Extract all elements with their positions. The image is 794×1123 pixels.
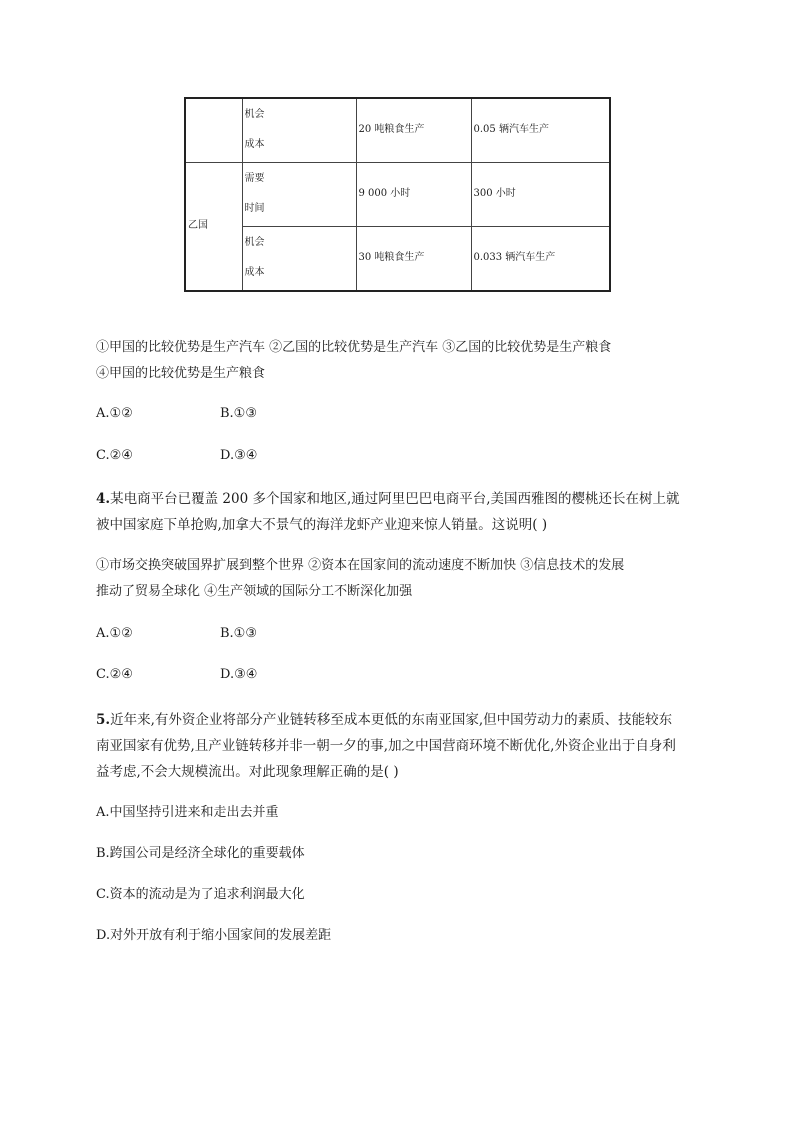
table-cell-label: 机会 成本 xyxy=(242,226,356,291)
q4-stem: 4.某电商平台已覆盖 200 多个国家和地区,通过阿里巴巴电商平台,美国西雅图的樱桃还长在树上就 被中国家庭下单抢购,加拿大不景气的海洋龙虾产业迎来惊人销量。这说明( ) xyxy=(96,491,680,533)
table-row xyxy=(185,98,610,162)
q5-option-b[interactable]: B.跨国公司是经济全球化的重要载体 xyxy=(96,846,305,861)
comparison-table xyxy=(184,97,611,292)
q3-statements: ①甲国的比较优势是生产汽车 ②乙国的比较优势是生产汽车 ③乙国的比较优势是生产粮食 ④甲国的比较优势是生产粮食 xyxy=(96,340,612,381)
table-row xyxy=(185,226,610,291)
q3-option-b[interactable]: B.①③ xyxy=(220,406,257,421)
table-row xyxy=(185,162,610,226)
q5-stem: 5.近年来,有外资企业将部分产业链转移至成本更低的东南亚国家,但中国劳动力的素质、技能较东 南亚国家有优势,且产业链转移并非一朝一夕的事,加之中国营商环境不断优化,外资企业出于自身利 益考虑,不会大规模流出。对此现象理解正确的是( ) xyxy=(96,712,676,780)
table-cell-empty xyxy=(185,98,242,162)
q3-option-d[interactable]: D.③④ xyxy=(220,448,258,463)
table-cell: 0.033 辆汽车生产 xyxy=(471,226,610,291)
table-cell: 9 000 小时 xyxy=(356,162,471,226)
q5-number: 5. xyxy=(96,712,111,728)
q4-number: 4. xyxy=(96,491,111,507)
table-cell: 20 吨粮食生产 xyxy=(356,98,471,162)
table-cell: 300 小时 xyxy=(471,162,610,226)
q4-option-b[interactable]: B.①③ xyxy=(220,626,257,641)
q3-option-c[interactable]: C.②④ xyxy=(96,448,133,463)
q3-option-a[interactable]: A.①② xyxy=(96,406,133,421)
q5-option-a[interactable]: A.中国坚持引进来和走出去并重 xyxy=(96,805,279,820)
q5-option-d[interactable]: D.对外开放有利于缩小国家间的发展差距 xyxy=(96,928,332,943)
q5-option-c[interactable]: C.资本的流动是为了追求利润最大化 xyxy=(96,887,305,902)
q4-option-c[interactable]: C.②④ xyxy=(96,667,133,682)
q4-statements: ①市场交换突破国界扩展到整个世界 ②资本在国家间的流动速度不断加快 ③信息技术的发展 推动了贸易全球化 ④生产领域的国际分工不断深化加强 xyxy=(96,558,625,599)
q4-option-d[interactable]: D.③④ xyxy=(220,667,258,682)
table-cell-label: 机会 成本 xyxy=(242,98,356,162)
table-cell-label: 需要 时间 xyxy=(242,162,356,226)
table-cell: 0.05 辆汽车生产 xyxy=(471,98,610,162)
table-cell: 30 吨粮食生产 xyxy=(356,226,471,291)
q4-option-a[interactable]: A.①② xyxy=(96,626,133,641)
table-cell-country: 乙国 xyxy=(185,162,242,291)
